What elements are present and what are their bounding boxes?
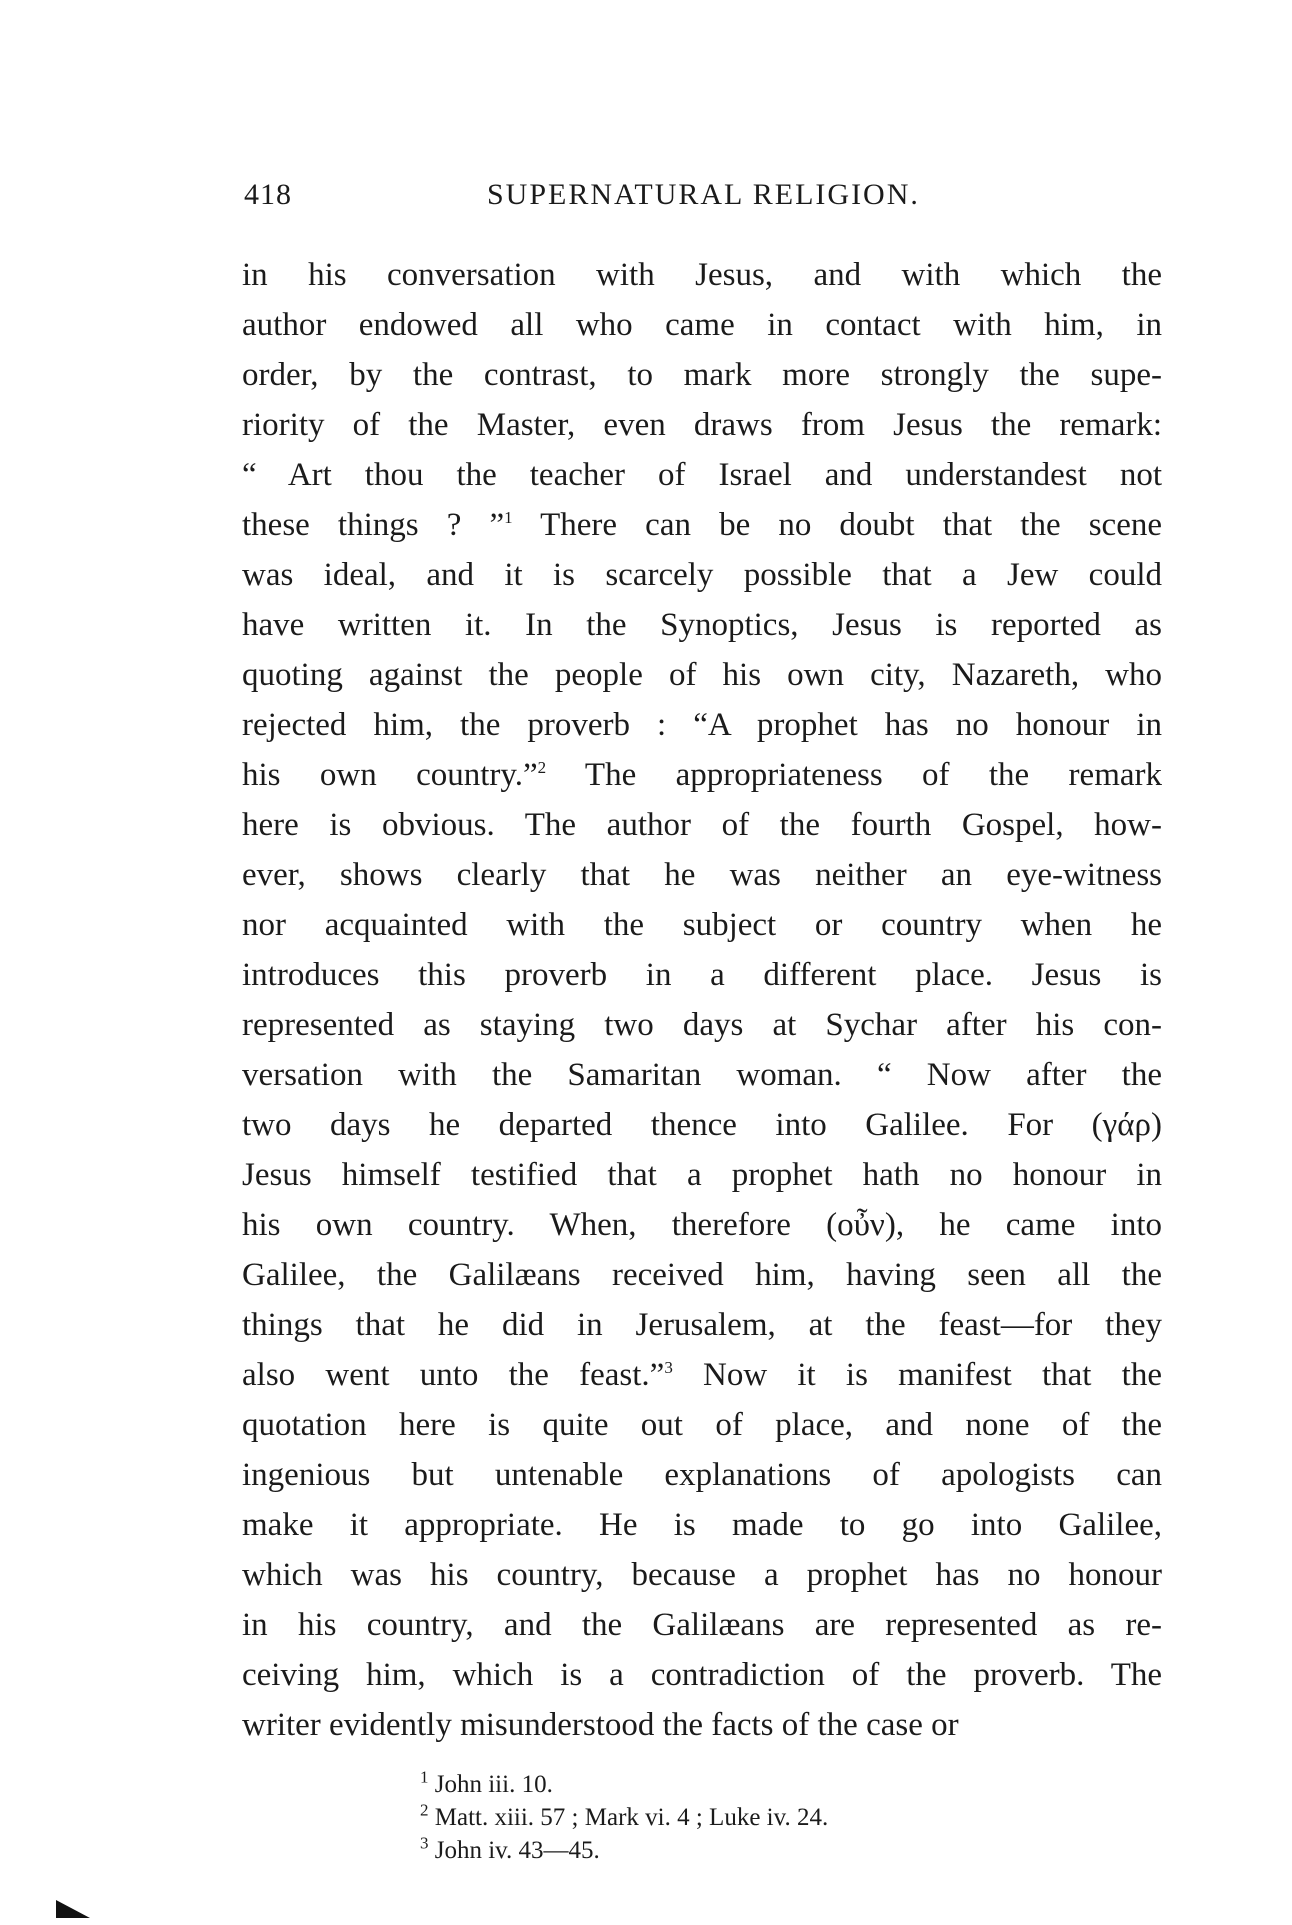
line-text: order, by the contrast, to mark more strongly the supe- <box>242 357 1162 393</box>
footnote-mark: 1 <box>420 1767 429 1787</box>
line-text: these things ? ” <box>242 507 505 543</box>
text-line <box>242 1600 1162 1650</box>
line-text: rejected him, the proverb : “A prophet has no honour in <box>242 707 1162 743</box>
text-line <box>242 1000 1162 1050</box>
line-text: was ideal, and it is scarcely possible that a Jew could <box>242 557 1162 593</box>
running-head: SUPERNATURAL RELIGION. <box>487 178 920 211</box>
line-text: in his conversation with Jesus, and with which the <box>242 257 1162 293</box>
text-line <box>242 1300 1162 1350</box>
text-line <box>242 600 1162 650</box>
line-text: which was his country, because a prophet has no honour <box>242 1557 1162 1593</box>
text-line <box>242 450 1162 500</box>
line-text-after: Now it is manifest that the <box>672 1357 1162 1393</box>
footnote-text: John iv. 43—45. <box>428 1837 600 1864</box>
text-line <box>242 1050 1162 1100</box>
line-text: nor acquainted with the subject or country when he <box>242 907 1162 943</box>
line-text: ceiving him, which is a contradiction of the proverb. The <box>242 1657 1162 1693</box>
line-text: “ Art thou the teacher of Israel and understandest not <box>242 457 1162 493</box>
footnote <box>420 1801 1120 1834</box>
footnote <box>420 1768 1120 1801</box>
scan-corner-mark <box>56 1900 90 1918</box>
line-text: quotation here is quite out of place, and none of the <box>242 1407 1162 1443</box>
text-line <box>242 1650 1162 1700</box>
footnote-text: John iii. 10. <box>428 1771 553 1798</box>
line-text: riority of the Master, even draws from Jesus the remark: <box>242 407 1162 443</box>
text-line <box>242 1250 1162 1300</box>
line-text: versation with the Samaritan woman. “ Now after the <box>242 1057 1162 1093</box>
line-text: represented as staying two days at Sychar after his con- <box>242 1007 1162 1043</box>
text-line <box>242 300 1162 350</box>
line-text: ingenious but untenable explanations of apologists can <box>242 1457 1162 1493</box>
text-line <box>242 700 1162 750</box>
text-line <box>242 1100 1162 1150</box>
text-line <box>242 1550 1162 1600</box>
text-line <box>242 1700 1162 1750</box>
text-line <box>242 1400 1162 1450</box>
text-line <box>242 650 1162 700</box>
line-text: here is obvious. The author of the fourth Gospel, how- <box>242 807 1162 843</box>
text-line <box>242 800 1162 850</box>
line-text: make it appropriate. He is made to go into Galilee, <box>242 1507 1162 1543</box>
footnote-text: Matt. xiii. 57 ; Mark vi. 4 ; Luke iv. 24. <box>428 1804 829 1831</box>
text-line <box>242 1200 1162 1250</box>
footnote-ref: 2 <box>537 758 547 777</box>
text-line <box>242 500 1162 550</box>
line-text: also went unto the feast.” <box>242 1357 665 1393</box>
text-line <box>242 1350 1162 1400</box>
line-text: Galilee, the Galilæans received him, having seen all the <box>242 1257 1162 1293</box>
text-line <box>242 1150 1162 1200</box>
line-text: his own country. When, therefore (οὖν), he came into <box>242 1207 1162 1243</box>
text-line <box>242 1450 1162 1500</box>
footnote-ref: 1 <box>504 508 513 527</box>
body-text <box>242 250 1162 1750</box>
text-line <box>242 550 1162 600</box>
line-text: quoting against the people of his own city, Nazareth, who <box>242 657 1162 693</box>
line-text-after: There can be no doubt that the scene <box>512 507 1162 543</box>
text-line <box>242 250 1162 300</box>
line-text: author endowed all who came in contact with him, in <box>242 307 1162 343</box>
footnote-mark: 2 <box>420 1800 429 1820</box>
line-text: in his country, and the Galilæans are represented as re- <box>242 1607 1162 1643</box>
line-text: have written it. In the Synoptics, Jesus is reported as <box>242 607 1162 643</box>
text-line <box>242 750 1162 800</box>
line-text: introduces this proverb in a different place. Jesus is <box>242 957 1162 993</box>
footnote-mark: 3 <box>420 1833 429 1853</box>
text-line <box>242 850 1162 900</box>
footnote-ref: 3 <box>664 1358 673 1377</box>
line-text: Jesus himself testified that a prophet hath no honour in <box>242 1157 1162 1193</box>
line-text: ever, shows clearly that he was neither an eye-witness <box>242 857 1162 893</box>
footnote <box>420 1834 1120 1867</box>
line-text: two days he departed thence into Galilee. For (γάρ) <box>242 1107 1162 1143</box>
page-number: 418 <box>244 178 292 211</box>
text-line <box>242 350 1162 400</box>
text-line <box>242 400 1162 450</box>
line-text: his own country.” <box>242 757 538 793</box>
text-line <box>242 900 1162 950</box>
text-line <box>242 1500 1162 1550</box>
footnotes <box>420 1768 1120 1867</box>
line-text: things that he did in Jerusalem, at the feast—for they <box>242 1307 1162 1343</box>
line-text: writer evidently misunderstood the facts of the case or <box>242 1707 959 1743</box>
text-line <box>242 950 1162 1000</box>
line-text-after: The appropriateness of the remark <box>546 757 1163 793</box>
